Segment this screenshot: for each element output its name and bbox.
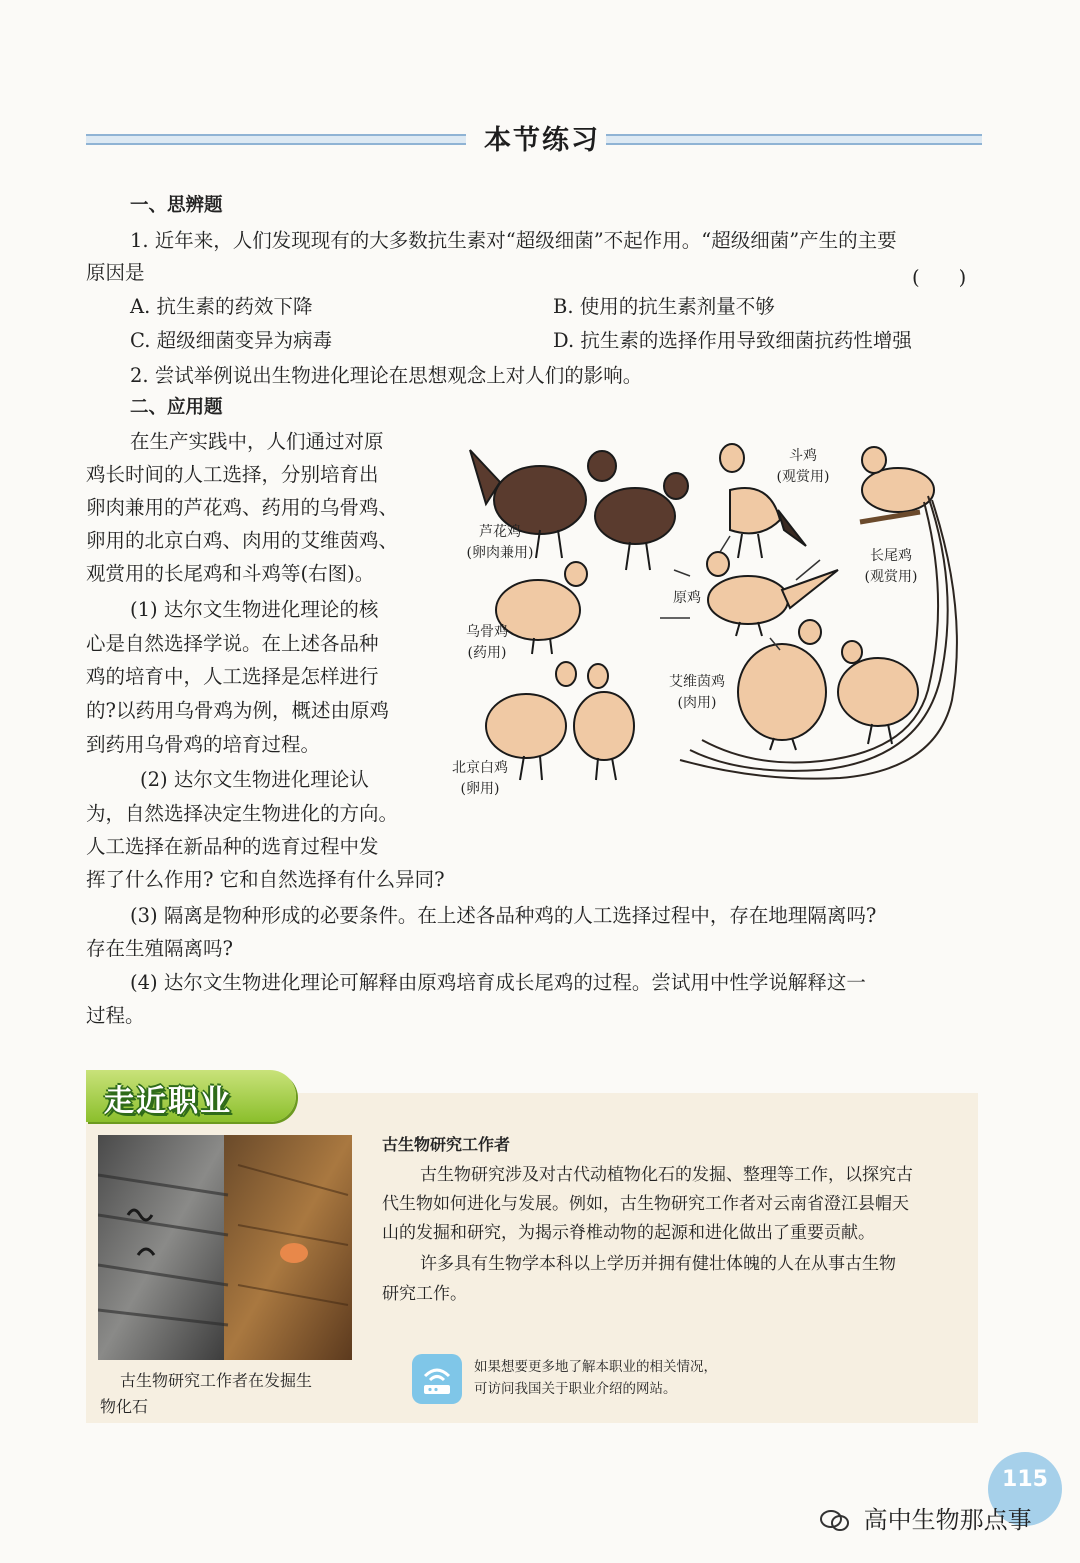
app-q3-line: (3) 隔离是物种形成的必要条件。在上述各品种鸡的人工选择过程中，存在地理隔离吗? [130,904,877,927]
option-c: C. 超级细菌变异为病毒 [130,329,333,352]
chicken-breeds-figure [440,430,980,810]
section-title: 本节练习 [484,125,600,156]
changwei-chicken [860,447,934,522]
app-q1-line: 鸡的培育中，人工选择是怎样进行 [86,665,379,688]
career-tab-title: 走近职业 [104,1084,232,1119]
q1-line2: 原因是 [86,261,145,284]
web-note-line: 如果想要更多地了解本职业的相关情况， [474,1359,717,1375]
app-q1-line: 心是自然选择学说。在上述各品种 [86,632,379,655]
intro-line: 卵肉兼用的芦花鸡、药用的乌骨鸡、 [86,496,399,519]
label-aiweiyin-use: (肉用) [677,695,717,711]
photo-caption-line: 古生物研究工作者在发掘生 [120,1371,313,1390]
page-number: 115 [988,1452,1062,1526]
intro-line: 卵用的北京白鸡、肉用的艾维茵鸡、 [86,529,399,552]
part2-heading: 二、应用题 [130,397,223,418]
career-body-line: 研究工作。 [382,1284,467,1304]
option-a: A. 抗生素的药效下降 [130,295,313,318]
app-q1-line: 到药用乌骨鸡的培育过程。 [86,733,321,756]
label-aiweiyin-name: 艾维茵鸡 [669,674,725,690]
intro-line: 在生产实践中，人们通过对原 [130,430,384,453]
header-rule-left [86,134,466,145]
part1-heading: 一、思辨题 [130,195,223,216]
option-b: B. 使用的抗生素剂量不够 [553,295,775,318]
label-luhua [450,522,550,564]
label-douji-name: 斗鸡 [789,448,817,464]
wifi-router-icon [412,1354,462,1404]
watermark-text: 高中生物那点事 [863,1506,1032,1534]
photo-caption-line: 物化石 [100,1397,149,1416]
label-yuanji-name: 原鸡 [673,590,701,606]
career-body-line: 代生物如何进化与发展。例如，古生物研究工作者对云南省澄江县帽天 [382,1194,909,1214]
label-douji-use: (观赏用) [776,469,830,485]
label-changwei [856,546,926,588]
app-q1-line: (1) 达尔文生物进化理论的核 [130,598,379,621]
q2-text: 2. 尝试举例说出生物进化理论在思想观念上对人们的影响。 [130,364,643,387]
web-note-line: 可访问我国关于职业介绍的网站。 [474,1381,677,1397]
label-wugu-name: 乌骨鸡 [466,624,508,640]
q1-line1: 1. 近年来，人们发现现有的大多数抗生素对“超级细菌”不起作用。“超级细菌”产生的主要 [130,229,897,252]
label-aiweiyin [652,672,742,714]
header-rule-right [606,134,982,145]
career-title: 古生物研究工作者 [382,1135,511,1154]
app-q2-line: 为，自然选择决定生物进化的方向。 [86,802,399,825]
label-douji [768,446,838,488]
label-changwei-use: (观赏用) [864,569,918,585]
option-d: D. 抗生素的选择作用导致细菌抗药性增强 [553,329,912,352]
app-q2-line: 挥了什么作用? 它和自然选择有什么异同? [86,868,445,891]
intro-line: 鸡长时间的人工选择，分别培育出 [86,463,379,486]
app-q3-line: 存在生殖隔离吗? [86,937,233,960]
wechat-icon [820,1510,850,1532]
label-beijing [440,758,520,800]
answer-paren: ( ) [912,266,967,289]
label-changwei-name: 长尾鸡 [870,548,912,564]
app-q1-line: 的?以药用乌骨鸡为例，概述由原鸡 [86,699,389,722]
label-beijing-use: (卵用) [460,781,500,797]
career-body-line: 许多具有生物学本科以上学历并拥有健壮体魄的人在从事古生物 [420,1254,896,1274]
label-luhua-use: (卵肉兼用) [466,545,534,561]
label-luhua-name: 芦花鸡 [479,524,521,540]
label-wugu-use: (药用) [467,645,507,661]
fossil-photo-image [98,1135,352,1360]
app-q4-line: (4) 达尔文生物进化理论可解释由原鸡培育成长尾鸡的过程。尝试用中性学说解释这一 [130,971,866,994]
app-q4-line: 过程。 [86,1004,145,1027]
aiweiyin-chicken [738,620,918,750]
career-body-line: 古生物研究涉及对古代动植物化石的发掘、整理等工作，以探究古 [420,1165,913,1185]
intro-line: 观赏用的长尾鸡和斗鸡等(右图)。 [86,562,375,585]
label-wugu [452,622,522,664]
fossil-photo [98,1135,352,1360]
app-q2-line: (2) 达尔文生物进化理论认 [140,768,369,791]
app-q2-line: 人工选择在新品种的选育过程中发 [86,835,379,858]
career-body-line: 山的发掘和研究，为揭示脊椎动物的起源和进化做出了重要贡献。 [382,1223,875,1243]
watermark [820,1500,1032,1535]
label-yuanji [662,588,712,609]
label-beijing-name: 北京白鸡 [452,760,508,776]
